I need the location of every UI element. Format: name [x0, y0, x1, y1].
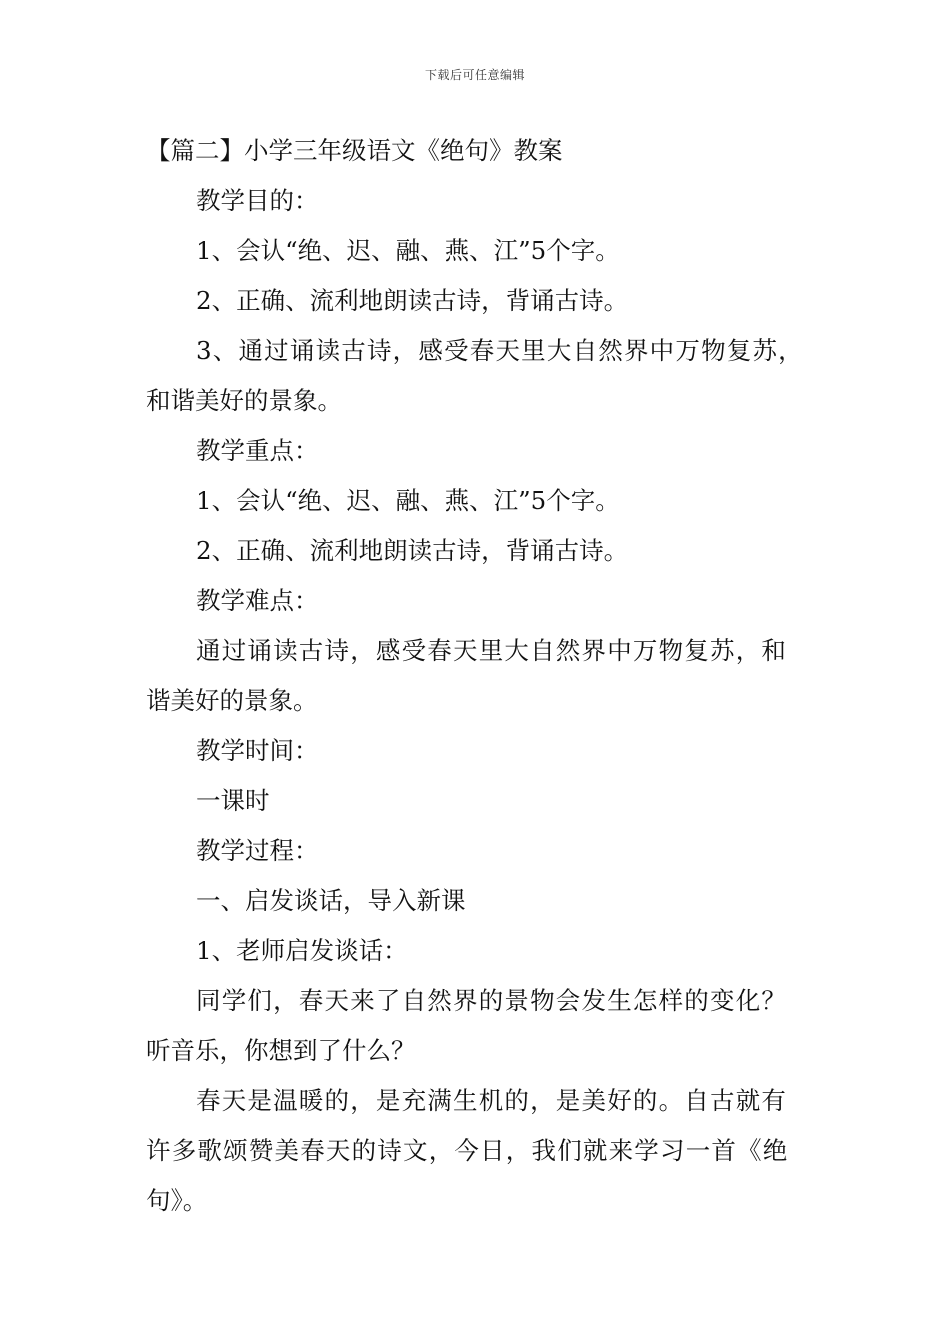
- section-heading-difficulties: 教学难点：: [196, 586, 319, 615]
- objective-item-1: 1、会认“绝、迟、融、燕、江”5个字。: [196, 236, 620, 265]
- header-note: 下载后可任意编辑: [424, 68, 525, 82]
- paragraph-2-line-1: 春天是温暖的，是充满生机的，是美好的。自古就有: [196, 1086, 788, 1115]
- paragraph-2-line-2: 许多歌颂赞美春天的诗文，今日，我们就来学习一首《绝: [146, 1136, 789, 1165]
- difficulty-text-line-2: 谐美好的景象。: [146, 686, 318, 715]
- document-title: 【篇二】小学三年级语文《绝句》教案: [146, 136, 563, 165]
- paragraph-2-line-3: 句》。: [146, 1186, 208, 1215]
- document-body: [146, 126, 806, 1226]
- key-point-item-2: 2、正确、流利地朗读古诗，背诵古诗。: [196, 536, 629, 565]
- section-heading-process: 教学过程：: [196, 836, 319, 865]
- objective-item-3-line-2: 和谐美好的景象。: [146, 386, 342, 415]
- process-substep-1: 1、老师启发谈话：: [196, 936, 408, 965]
- paragraph-1-line-2: 听音乐，你想到了什么？: [146, 1036, 416, 1065]
- time-value: 一课时: [196, 786, 270, 815]
- section-heading-objectives: 教学目的：: [196, 186, 319, 215]
- paragraph-1-line-1: 同学们，春天来了自然界的景物会发生怎样的变化？: [196, 986, 788, 1015]
- objective-item-3-line-1: 3、通过诵读古诗，感受春天里大自然界中万物复苏，: [196, 336, 804, 365]
- section-heading-key-points: 教学重点：: [196, 436, 319, 465]
- key-point-item-1: 1、会认“绝、迟、融、燕、江”5个字。: [196, 486, 620, 515]
- process-step-1: 一、启发谈话，导入新课: [196, 886, 466, 915]
- objective-item-2: 2、正确、流利地朗读古诗，背诵古诗。: [196, 286, 629, 315]
- difficulty-text-line-1: 通过诵读古诗，感受春天里大自然界中万物复苏，和: [196, 636, 788, 665]
- section-heading-time: 教学时间：: [196, 736, 319, 765]
